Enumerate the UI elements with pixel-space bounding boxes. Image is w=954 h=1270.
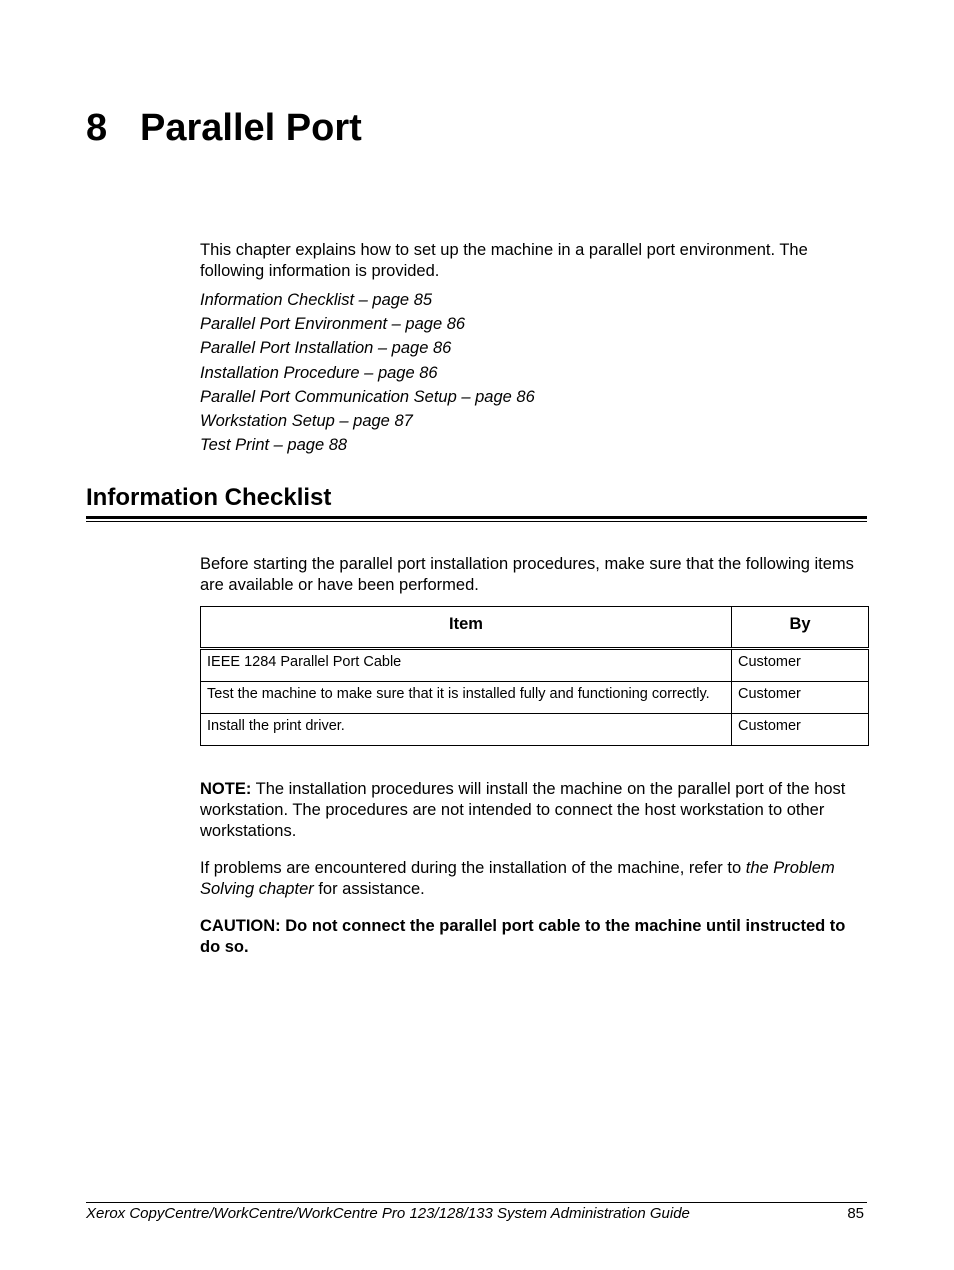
problems-paragraph <box>200 858 868 900</box>
note-label: NOTE: <box>200 780 252 798</box>
caution-paragraph: CAUTION: Do not connect the parallel port cable to the machine until instructed to do so. <box>200 917 846 956</box>
checklist-intro: Before starting the parallel port installation procedures, make sure that the following items are available or have been performed. <box>200 555 854 594</box>
chapter-toc <box>200 288 535 457</box>
toc-item[interactable]: Workstation Setup – page 87 <box>200 412 413 431</box>
table-cell-by: Customer <box>732 649 869 682</box>
footer-page-number: 85 <box>847 1205 864 1222</box>
table-cell-item: IEEE 1284 Parallel Port Cable <box>201 649 732 682</box>
toc-item[interactable]: Test Print – page 88 <box>200 436 348 455</box>
toc-item[interactable]: Information Checklist – page 85 <box>200 291 433 309</box>
table-header-row <box>201 607 869 649</box>
table-cell-item: Test the machine to make sure that it is installed fully and functioning correctly. <box>201 682 732 714</box>
section-title: Information Checklist <box>86 484 332 511</box>
table-row <box>201 682 869 714</box>
table-row <box>201 649 869 682</box>
note-paragraph <box>200 779 868 842</box>
problems-text-before: If problems are encountered during the installation of the machine, refer to <box>200 859 746 877</box>
table-cell-by: Customer <box>732 714 869 746</box>
note-text: The installation procedures will install the machine on the parallel port of the host workstation. The procedures are not intended to connect the host workstation to other workstations. <box>200 780 846 840</box>
checklist-table <box>200 606 869 746</box>
toc-item[interactable]: Installation Procedure – page 86 <box>200 363 438 382</box>
footer-divider <box>86 1202 867 1203</box>
footer-guide-title: Xerox CopyCentre/WorkCentre/WorkCentre Pro 123/128/133 System Administration Guide <box>86 1205 690 1222</box>
chapter-title-text: Parallel Port <box>140 107 362 149</box>
column-header-by: By <box>732 607 869 649</box>
problems-reference[interactable]: the Problem Solving chapter <box>200 859 835 898</box>
problems-text-after: for assistance. <box>313 880 425 898</box>
chapter-number: 8 <box>86 107 108 149</box>
table-row <box>201 714 869 746</box>
toc-item[interactable]: Parallel Port Communication Setup – page 86 <box>200 387 535 406</box>
toc-item[interactable]: Parallel Port Installation – page 86 <box>200 339 452 358</box>
chapter-intro: This chapter explains how to set up the machine in a parallel port environment. The following information is provided. <box>200 241 808 280</box>
table-cell-by: Customer <box>732 682 869 714</box>
section-divider <box>86 516 867 519</box>
section-divider-thin <box>86 521 867 522</box>
chapter-title <box>86 104 362 152</box>
toc-item[interactable]: Parallel Port Environment – page 86 <box>200 315 466 334</box>
table-cell-item: Install the print driver. <box>201 714 732 746</box>
column-header-item: Item <box>201 607 732 649</box>
